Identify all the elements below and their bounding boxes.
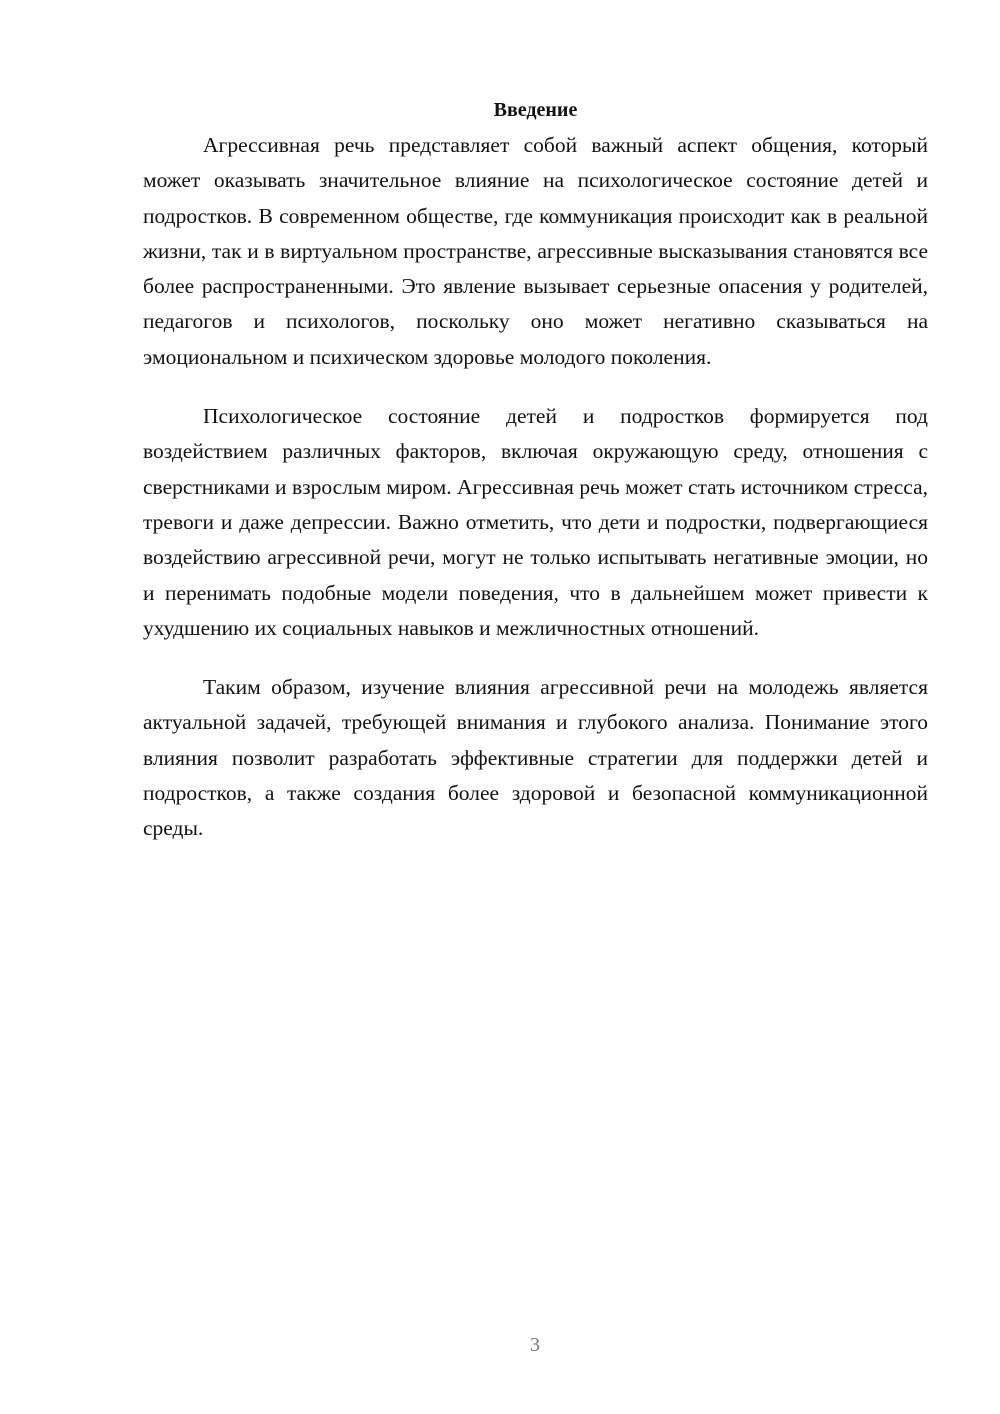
paragraph-1: Агрессивная речь представляет собой важный аспект общения, который может оказывать значительное влияние на психологическое состояние детей и подростков. В современном обществе, где коммуникация происходит как в реальной жизни, так и в виртуальном пространстве, агрессивные высказывания становятся все более распространенными. Это явление вызывает серьезные опасения у родителей, педагогов и психологов, поскольку оно может негативно сказываться на эмоциональном и психическом здоровье молодого поколения. — [143, 133, 928, 369]
page-content — [143, 92, 928, 871]
page-number: 3 — [530, 1334, 540, 1356]
paragraph-2: Психологическое состояние детей и подростков формируется под воздействием различных факторов, включая окружающую среду, отношения с сверстниками и взрослым миром. Агрессивная речь может стать источником стресса, тревоги и даже депрессии. Важно отметить, что дети и подростки, подвергающиеся воздействию агрессивной речи, могут не только испытывать негативные эмоции, но и перенимать подобные модели поведения, что в дальнейшем может привести к ухудшению их социальных навыков и межличностных отношений. — [143, 404, 928, 640]
paragraph-3: Таким образом, изучение влияния агрессивной речи на молодежь является актуальной задачей, требующей внимания и глубокого анализа. Понимание этого влияния позволит разработать эффективные стратегии для поддержки детей и подростков, а также создания более здоровой и безопасной коммуникационной среды. — [143, 675, 928, 841]
section-title: Введение — [493, 99, 578, 121]
